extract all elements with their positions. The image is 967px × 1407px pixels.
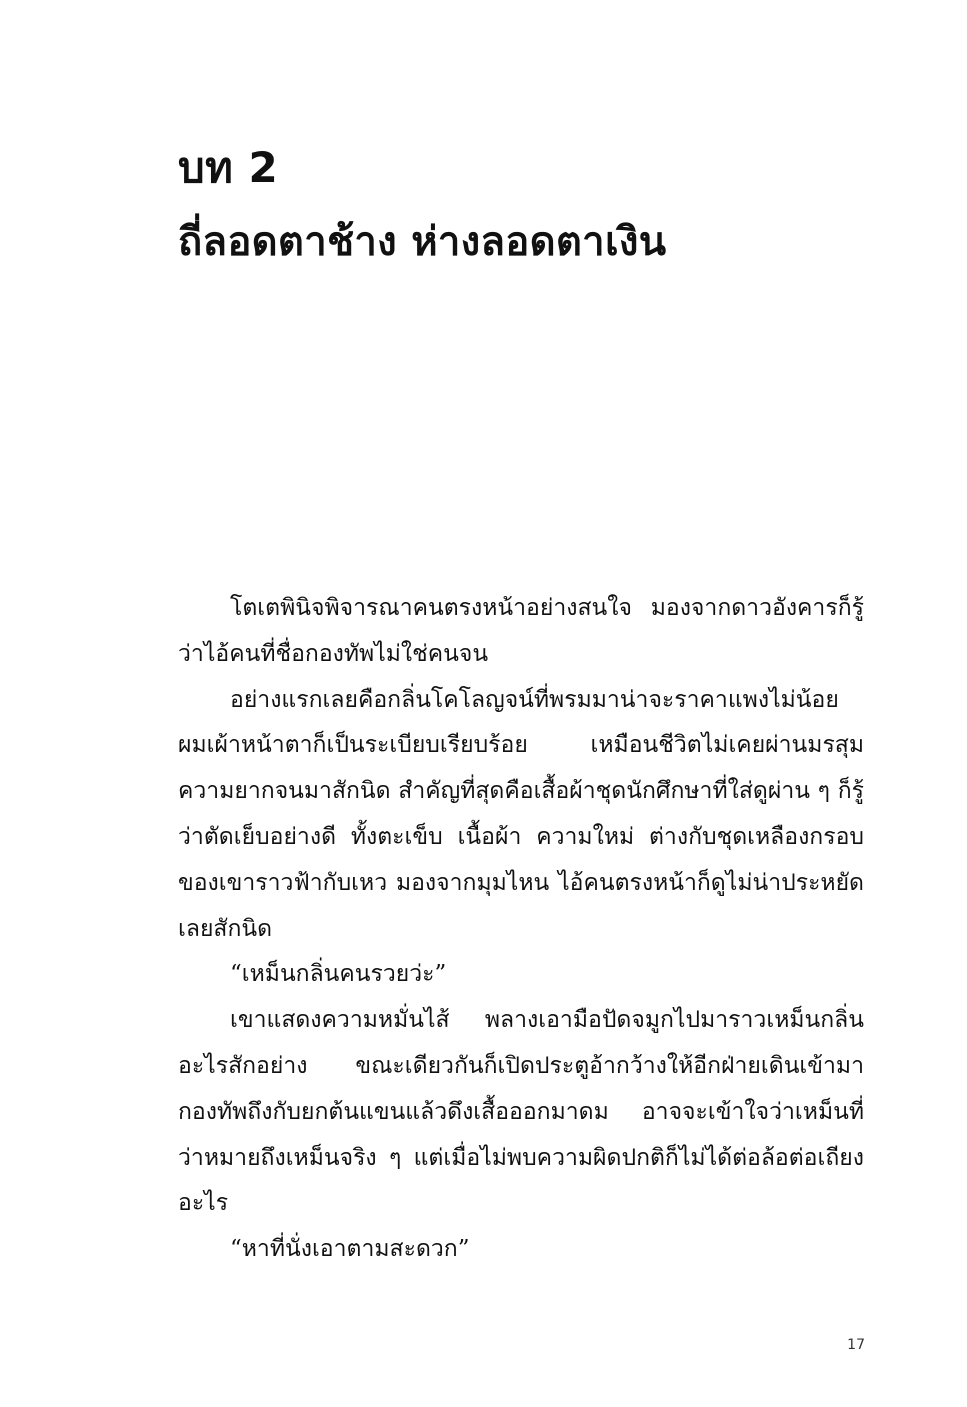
page-number: 17 <box>847 1337 865 1353</box>
paragraph-4: เขาแสดงความหมั่นไส้ พลางเอามือปัดจมูกไปมาราวเหม็นกลิ่นอะไรสักอย่าง ขณะเดียวกันก็เปิดประตูอ้ากว้างให้อีกฝ่ายเดินเข้ามา กองทัพถึงกับยกต้นแขนแล้วดึงเสื้อออกมาดม อาจจะเข้าใจว่าเหม็นที่ว่าหมายถึงเหม็นจริง ๆ แต่เมื่อไม่พบความผิดปกติก็ไม่ได้ต่อล้อต่อเถียงอะไร <box>178 1007 864 1217</box>
chapter-heading <box>178 140 878 270</box>
paragraph-3-dialogue: “เหม็นกลิ่นคนรวยว่ะ” <box>230 961 447 988</box>
chapter-number: บท 2 <box>178 143 279 192</box>
paragraph-2: อย่างแรกเลยคือกลิ่นโคโลญจน์ที่พรมมาน่าจะราคาแพงไม่น้อย ผมเผ้าหน้าตาก็เป็นระเบียบเรียบร้อย เหมือนชีวิตไม่เคยผ่านมรสุมความยากจนมาสักนิด สำคัญที่สุดคือเสื้อผ้าชุดนักศึกษาที่ใส่ดูผ่าน ๆ ก็รู้ว่าตัดเย็บอย่างดี ทั้งตะเข็บ เนื้อผ้า ความใหม่ ต่างกับชุดเหลืองกรอบของเขาราวฟ้ากับเหว มองจากมุมไหน ไอ้คนตรงหน้าก็ดูไม่น่าประหยัดเลยสักนิด <box>178 686 864 942</box>
body-text <box>178 586 864 1273</box>
paragraph-5-dialogue: “หาที่นั่งเอาตามสะดวก” <box>230 1236 470 1263</box>
chapter-title: ถี่ลอดตาช้าง ห่างลอดตาเงิน <box>178 219 667 265</box>
paragraph-1: โตเตพินิจพิจารณาคนตรงหน้าอย่างสนใจ มองจากดาวอังคารก็รู้ว่าไอ้คนที่ชื่อกองทัพไม่ใช่คนจน <box>178 595 864 667</box>
